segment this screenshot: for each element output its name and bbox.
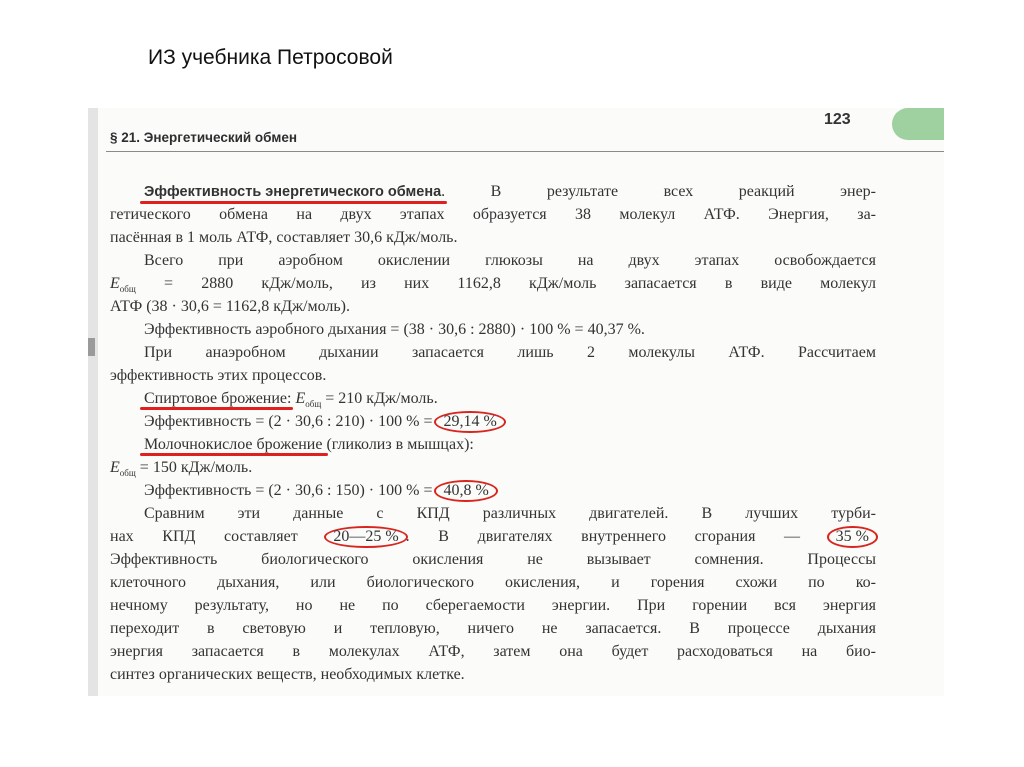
circled-value: 20—25 % — [324, 526, 407, 548]
text-line: Молочнокислое брожение (гликолиз в мышцах): — [110, 433, 876, 456]
text-line: Эффективность биологического окисления не вызывает сомнения. Процессы — [110, 551, 876, 568]
circled-value: 40,8 % — [434, 480, 497, 502]
text-line: гетического обмена на двух этапах образуется 38 молекул АТФ. Энергия, за- — [110, 206, 876, 223]
text-line: нечному результату, но не по сберегаемости энергии. При горении вся энергия — [110, 597, 876, 614]
text-line: $E_{общ} = 2880$ кДж/моль, из них 1162,8 кДж/моль запасается в виде молекул — [110, 275, 876, 295]
circled-value: 35 % — [827, 526, 878, 548]
scrollbar-thumb — [88, 338, 95, 356]
page-body — [110, 180, 876, 686]
text-line: Эффективность = (2 · 30,6 : 210) · 100 % = 29,14 % — [110, 410, 876, 433]
textbook-page-scan — [88, 108, 944, 696]
page-binding-edge — [88, 108, 98, 696]
text-line: эффективность этих процессов. — [110, 367, 327, 384]
text-line: Сравним эти данные с КПД различных двигателей. В лучших турби- — [144, 505, 876, 522]
underlined-lactic-fermentation: Молочнокислое брожение — [144, 433, 322, 456]
text-line: Эффективность аэробного дыхания = (38 · 30,6 : 2880) · 100 % = 40,37 %. — [144, 321, 645, 338]
page-number: 123 — [824, 111, 851, 128]
text-line: Эффективность = (2 · 30,6 : 150) · 100 % = 40,8 % — [110, 479, 876, 502]
text-line: При анаэробном дыхании запасается лишь 2 молекулы АТФ. Рассчитаем — [144, 344, 876, 361]
text-line: пасённая в 1 моль АТФ, составляет 30,6 кДж/моль. — [110, 229, 458, 246]
text-line: Всего при аэробном окислении глюкозы на двух этапах освобождается — [144, 252, 876, 269]
text-line: синтез органических веществ, необходимых клетке. — [110, 666, 465, 683]
header-rule — [106, 151, 944, 152]
text-line: энергия запасается в молекулах АТФ, затем она будет расходоваться на био- — [110, 643, 876, 660]
running-head: § 21. Энергетический обмен — [110, 130, 297, 145]
page-number-tab — [892, 108, 944, 140]
text-line: АТФ (38 · 30,6 = 1162,8 кДж/моль). — [110, 298, 351, 315]
text-line: $E_{общ} = 150$ кДж/моль. — [110, 459, 253, 479]
text-line: Спиртовое брожение: $E_{общ} = 210$ кДж/моль. — [110, 387, 876, 410]
text-line: Эффективность энергетического обмена. В результате всех реакций энер- — [110, 180, 876, 203]
underlined-alcohol-fermentation: Спиртовое брожение — [144, 387, 287, 410]
circled-value: 29,14 % — [434, 411, 505, 433]
slide-title: ИЗ учебника Петросовой — [148, 46, 393, 69]
text-line: клеточного дыхания, или биологического окисления, и горения схожи по ко- — [110, 574, 876, 591]
text-line: переходит в световую и тепловую, ничего не запасается. В процессе дыхания — [110, 620, 876, 637]
text-line: нах КПД составляет 20—25 % . В двигателях внутреннего сгорания — 35 % — [110, 525, 876, 548]
underlined-heading: Эффективность энергетического обмена — [144, 181, 441, 204]
